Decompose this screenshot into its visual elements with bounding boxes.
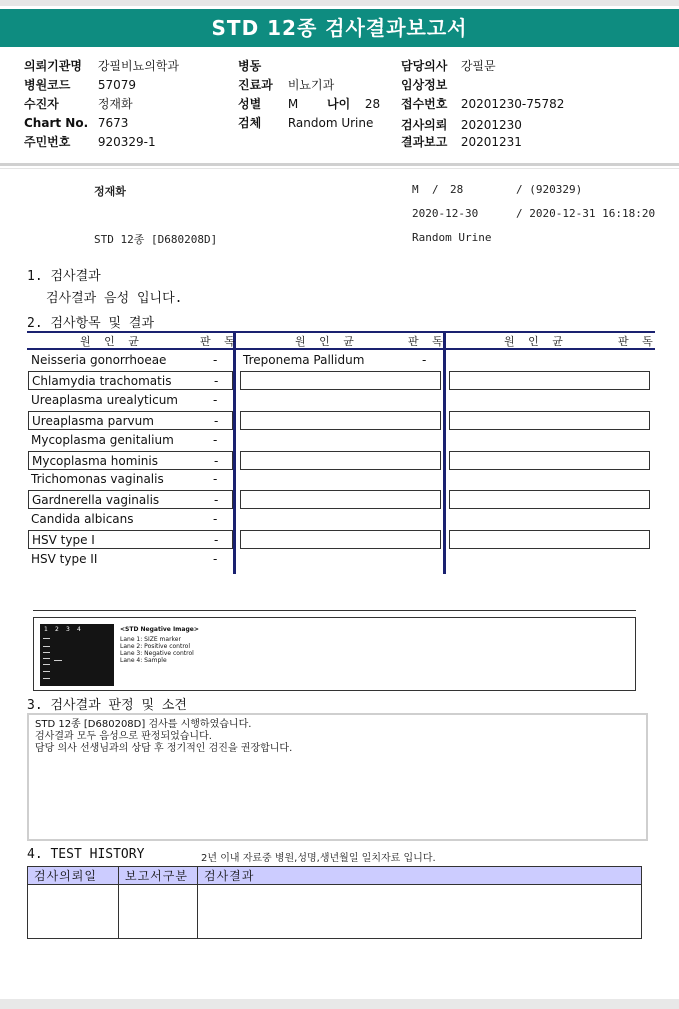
header-label: 병원코드 — [24, 78, 71, 92]
grid-column-divider — [233, 331, 236, 574]
report-sex: M — [412, 183, 419, 196]
header-field-request-date — [401, 116, 522, 133]
header-value: 20201230-75782 — [460, 97, 565, 111]
empty-result-cell — [240, 490, 441, 509]
lane-label: 4 — [77, 626, 81, 633]
organism-name: HSV type II — [31, 552, 98, 566]
lane-label: 3 — [66, 626, 70, 633]
report-test-code: STD 12종 [D680208D] — [94, 233, 218, 246]
findings-box — [27, 713, 648, 841]
header-label: 결과보고 — [401, 135, 448, 149]
header-field-ward — [238, 57, 284, 74]
column-header-result: 판 독 — [408, 335, 448, 348]
report-birth: / (920329) — [516, 183, 583, 196]
header-label: 검사의뢰 — [401, 118, 448, 132]
gel-band — [43, 664, 50, 665]
empty-result-cell — [449, 371, 650, 390]
section-4-heading: 4. TEST HISTORY — [27, 847, 145, 862]
empty-result-cell — [240, 411, 441, 430]
header-label: 수진자 — [24, 97, 59, 111]
gel-legend-title: <STD Negative Image> — [120, 626, 199, 633]
organism-name: Neisseria gonorrhoeae — [31, 353, 167, 367]
header-value: 7673 — [97, 116, 129, 130]
result-value: - — [214, 414, 219, 428]
result-value: - — [213, 393, 218, 407]
result-value: - — [214, 454, 219, 468]
organism-name: Ureaplasma parvum — [32, 414, 154, 428]
header-field-clinical-info — [401, 76, 457, 93]
report-request-date: 2020-12-30 — [412, 207, 479, 220]
gel-band — [43, 638, 50, 639]
report-age: 28 — [450, 183, 464, 196]
history-column-header: 검사의뢰일 — [28, 867, 119, 885]
organism-name: Mycoplasma genitalium — [31, 433, 174, 447]
gel-legend — [120, 626, 199, 664]
result-row — [28, 371, 233, 390]
header-value: 강필비뇨의학과 — [97, 59, 179, 73]
report-title: STD 12종 검사결과보고서 — [0, 9, 679, 47]
empty-result-cell — [240, 451, 441, 470]
header-field-report-date — [401, 133, 522, 150]
result-row — [28, 530, 233, 549]
organism-name: Gardnerella vaginalis — [32, 493, 160, 507]
gel-legend-line: Lane 2: Positive control — [120, 643, 191, 650]
window-bottom-edge — [0, 999, 679, 1009]
result-row — [28, 510, 233, 529]
result-row — [28, 490, 233, 509]
header-field-age — [327, 95, 380, 112]
result-row — [240, 351, 441, 370]
result-value: - — [213, 512, 218, 526]
header-field-patient — [24, 95, 133, 112]
gel-legend-line: Lane 3: Negative control — [120, 650, 194, 657]
lane-label: 2 — [55, 626, 59, 633]
window-top-edge — [0, 0, 679, 6]
empty-result-cell — [240, 371, 441, 390]
result-value: - — [214, 533, 219, 547]
history-table — [27, 866, 642, 939]
section-1-heading: 1. 검사결과 — [27, 269, 101, 284]
result-row — [28, 351, 233, 370]
header-label: 진료과 — [238, 78, 273, 92]
findings-line: 담당 의사 선생님과의 상담 후 정기적인 검진을 권장합니다. — [35, 743, 293, 754]
gel-image — [40, 624, 114, 686]
header-label: 의뢰기관명 — [24, 59, 82, 73]
gel-legend-line: Lane 1: SIZE marker — [120, 636, 181, 643]
lane-label: 1 — [44, 626, 48, 633]
header-label: 나이 — [327, 97, 351, 111]
header-field-sex — [238, 95, 298, 112]
header-value: 정재화 — [97, 97, 133, 111]
column-header-organism: 원 인 균 — [295, 335, 359, 348]
header-label: 성별 — [238, 97, 262, 111]
header-value: 20201230 — [460, 118, 522, 132]
header-field-doctor — [401, 57, 496, 74]
result-row — [28, 411, 233, 430]
findings-line: 검사결과 모두 음성으로 판정되었습니다. — [35, 731, 212, 742]
section-1-text: 검사결과 음성 입니다. — [46, 291, 183, 306]
section-2-heading: 2. 검사항목 및 결과 — [27, 316, 155, 331]
gel-band — [43, 678, 50, 679]
result-value: - — [213, 433, 218, 447]
header-field-hospital-code — [24, 76, 136, 93]
organism-name: Chlamydia trachomatis — [32, 374, 172, 388]
result-value: - — [213, 472, 218, 486]
organism-name: Ureaplasma urealyticum — [31, 393, 178, 407]
history-column-header: 보고서구분 — [119, 867, 198, 885]
header-value: 57079 — [97, 78, 137, 92]
grid-column-divider — [443, 331, 446, 574]
organism-name: Trichomonas vaginalis — [31, 472, 164, 486]
header-field-institution — [24, 57, 179, 74]
history-cell — [198, 885, 642, 939]
organism-name: Candida albicans — [31, 512, 134, 526]
header-field-receipt-no — [401, 95, 564, 112]
header-value: 920329-1 — [97, 135, 156, 149]
empty-result-cell — [240, 530, 441, 549]
gel-band — [43, 652, 50, 653]
result-row — [28, 470, 233, 489]
header-field-chart-no — [24, 116, 128, 130]
column-header-result: 판 독 — [618, 335, 658, 348]
header-value: 28 — [364, 97, 381, 111]
organism-name: Mycoplasma hominis — [32, 454, 158, 468]
history-column-header: 검사결과 — [198, 867, 642, 885]
report-slash: / — [432, 183, 439, 196]
organism-name: Treponema Pallidum — [243, 353, 365, 367]
empty-result-cell — [449, 490, 650, 509]
result-row — [28, 431, 233, 450]
result-value: - — [214, 374, 219, 388]
header-value: 20201231 — [460, 135, 522, 149]
header-label: 담당의사 — [401, 59, 448, 73]
header-label: Chart No. — [24, 116, 89, 130]
header-field-resident-no — [24, 133, 156, 150]
column-header-organism: 원 인 균 — [80, 335, 144, 348]
result-value: - — [213, 353, 218, 367]
result-row — [28, 451, 233, 470]
header-value: Random Urine — [287, 116, 374, 130]
empty-result-cell — [449, 451, 650, 470]
empty-result-cell — [449, 530, 650, 549]
report-specimen: Random Urine — [412, 231, 492, 244]
header-label: 접수번호 — [401, 97, 448, 111]
result-value: - — [214, 493, 219, 507]
result-value: - — [422, 353, 427, 367]
header-divider-shadow — [0, 168, 679, 169]
organism-name: HSV type I — [32, 533, 95, 547]
empty-result-cell — [449, 411, 650, 430]
header-field-specimen — [238, 114, 373, 131]
findings-line: STD 12종 [D680208D] 검사를 시행하였습니다. — [35, 719, 252, 730]
column-header-organism: 원 인 균 — [504, 335, 568, 348]
result-row — [28, 391, 233, 410]
column-header-result: 판 독 — [200, 335, 240, 348]
gel-band — [54, 660, 62, 661]
header-value: 비뇨기과 — [287, 78, 335, 92]
gel-band — [43, 671, 50, 672]
report-report-datetime: / 2020-12-31 16:18:20 — [516, 207, 656, 220]
header-value: 강필문 — [460, 59, 496, 73]
report-patient-name: 정재화 — [94, 185, 126, 198]
history-header-row — [28, 867, 642, 885]
result-value: - — [213, 552, 218, 566]
gel-band — [43, 646, 50, 647]
header-label: 주민번호 — [24, 135, 71, 149]
history-note: 2년 이내 자료중 병원,성명,생년월일 일치자료 입니다. — [201, 853, 436, 864]
gel-band — [43, 658, 50, 659]
history-cell — [119, 885, 198, 939]
header-field-department — [238, 76, 334, 93]
image-divider — [33, 610, 636, 611]
history-row — [28, 885, 642, 939]
header-divider — [0, 163, 679, 166]
header-value: M — [287, 97, 299, 111]
history-cell — [28, 885, 119, 939]
result-row — [28, 550, 233, 569]
header-label: 병동 — [238, 59, 262, 73]
gel-image-frame — [33, 617, 636, 691]
section-3-heading: 3. 검사결과 판정 및 소견 — [27, 698, 187, 713]
header-label: 임상정보 — [401, 78, 448, 92]
gel-legend-line: Lane 4: Sample — [120, 657, 167, 664]
header-label: 검체 — [238, 116, 262, 130]
